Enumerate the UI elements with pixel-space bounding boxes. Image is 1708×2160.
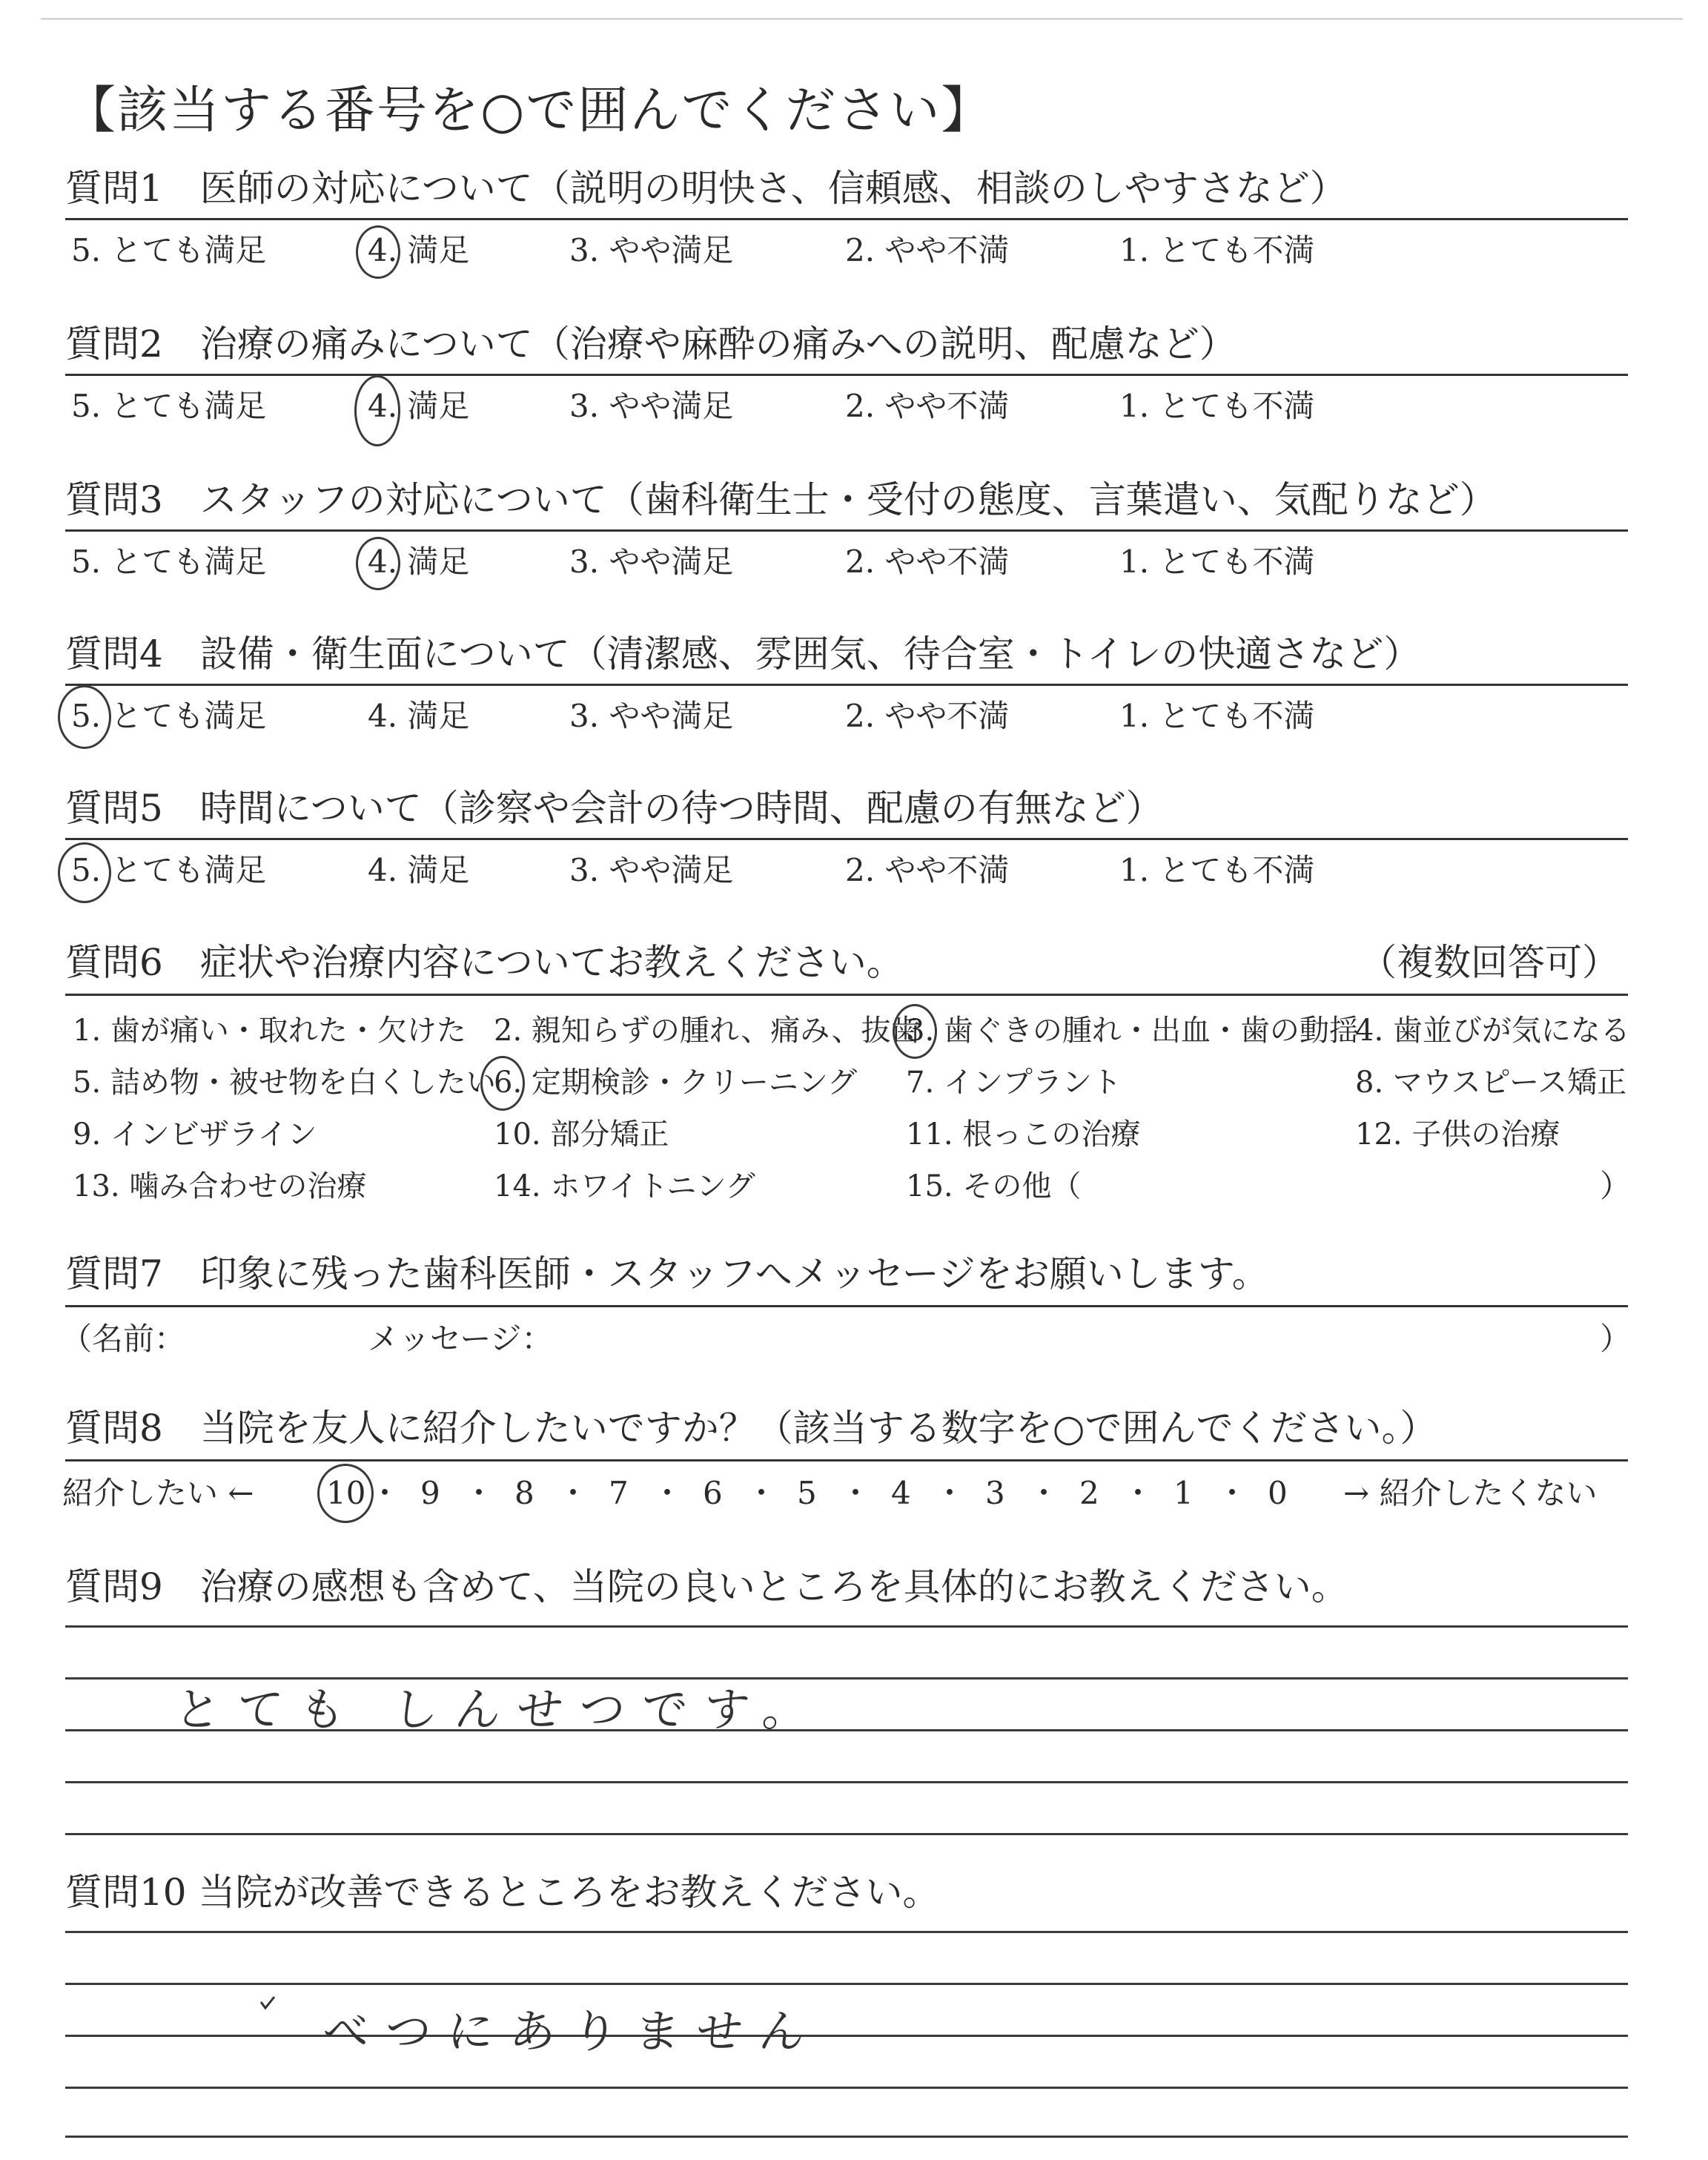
option-2[interactable]: 2. やや不満 bbox=[845, 232, 1010, 268]
scale-separator: ・ bbox=[652, 1475, 683, 1511]
question-4-title: 質問4 設備・衛生面について（清潔感、雰囲気、待合室・トイレの快適さなど） bbox=[65, 633, 1421, 676]
option-4[interactable]: 4. 満足 bbox=[368, 232, 470, 268]
top-border bbox=[41, 18, 1683, 20]
divider bbox=[65, 1305, 1628, 1307]
option-5[interactable]: 5. とても満足 bbox=[71, 852, 267, 888]
scale-value-5[interactable]: 5 bbox=[797, 1475, 817, 1511]
scale-value-1[interactable]: 1 bbox=[1174, 1475, 1194, 1511]
option-4[interactable]: 4. 満足 bbox=[368, 698, 470, 734]
scale-value-2[interactable]: 2 bbox=[1079, 1475, 1099, 1511]
divider bbox=[65, 838, 1628, 840]
option-2[interactable]: 2. やや不満 bbox=[845, 544, 1010, 580]
question-1-title: 質問1 医師の対応について（説明の明快さ、信頼感、相談のしやすさなど） bbox=[65, 167, 1347, 210]
handwritten-answer: とても しんせつです。 bbox=[173, 1682, 827, 1737]
option-7[interactable]: 7. インプラント bbox=[906, 1066, 1122, 1100]
option-9[interactable]: 9. インビザライン bbox=[73, 1117, 317, 1152]
instruction-header: 【該当する番号を○で囲んでください】 bbox=[65, 82, 993, 140]
scale-value-8[interactable]: 8 bbox=[514, 1475, 534, 1511]
other-close-paren: ） bbox=[1600, 1168, 1632, 1204]
scale-separator: ・ bbox=[1122, 1475, 1154, 1511]
recommend-label: 紹介したい ← bbox=[62, 1475, 254, 1511]
scale-separator: ・ bbox=[934, 1475, 966, 1511]
question-8-title: 質問8 当院を友人に紹介したいですか？（該当する数字を○で囲んでください。） bbox=[65, 1407, 1437, 1450]
option-3[interactable]: 3. 歯ぐきの腫れ・出血・歯の動揺 bbox=[906, 1014, 1359, 1048]
option-5[interactable]: 5. とても満足 bbox=[71, 544, 267, 580]
option-3[interactable]: 3. やや満足 bbox=[569, 232, 734, 268]
question-7-title: 質問7 印象に残った歯科医師・スタッフへメッセージをお願いします。 bbox=[65, 1252, 1269, 1295]
writing-line bbox=[65, 1931, 1628, 1933]
divider bbox=[65, 1459, 1628, 1462]
option-10[interactable]: 10. 部分矯正 bbox=[494, 1117, 669, 1152]
name-label: （名前： bbox=[61, 1321, 186, 1357]
writing-line bbox=[65, 2035, 1628, 2037]
not-recommend-label: → 紹介したくない bbox=[1343, 1475, 1598, 1511]
scale-separator: ・ bbox=[840, 1475, 872, 1511]
option-6[interactable]: 6. 定期検診・クリーニング bbox=[494, 1066, 858, 1100]
divider bbox=[65, 684, 1628, 686]
scale-separator: ・ bbox=[463, 1475, 495, 1511]
question-6-title: 質問6 症状や治療内容についてお教えください。 bbox=[65, 941, 904, 984]
scale-value-6[interactable]: 6 bbox=[703, 1475, 723, 1511]
option-4[interactable]: 4. 満足 bbox=[368, 544, 470, 580]
scale-value-4[interactable]: 4 bbox=[891, 1475, 911, 1511]
option-2[interactable]: 2. 親知らずの腫れ、痛み、抜歯 bbox=[494, 1014, 921, 1048]
scale-separator: ・ bbox=[369, 1475, 401, 1511]
writing-line bbox=[65, 2136, 1628, 2138]
option-1[interactable]: 1. とても不満 bbox=[1119, 852, 1315, 888]
divider bbox=[65, 374, 1628, 376]
scale-value-10[interactable]: 10 bbox=[326, 1475, 366, 1511]
option-2[interactable]: 2. やや不満 bbox=[845, 698, 1010, 734]
scale-separator: ・ bbox=[557, 1475, 589, 1511]
scale-value-3[interactable]: 3 bbox=[985, 1475, 1005, 1511]
option-8[interactable]: 8. マウスピース矯正 bbox=[1355, 1066, 1627, 1100]
option-12[interactable]: 12. 子供の治療 bbox=[1355, 1117, 1560, 1152]
divider bbox=[65, 529, 1628, 532]
option-15[interactable]: 15. その他（ bbox=[906, 1169, 1082, 1203]
scale-separator: ・ bbox=[1217, 1475, 1248, 1511]
checkmark-icon bbox=[259, 1995, 276, 2011]
scale-separator: ・ bbox=[1028, 1475, 1060, 1511]
writing-line bbox=[65, 2087, 1628, 2089]
message-label: メッセージ： bbox=[368, 1321, 553, 1357]
option-4[interactable]: 4. 満足 bbox=[368, 388, 470, 424]
divider bbox=[65, 994, 1628, 996]
option-4[interactable]: 4. 満足 bbox=[368, 852, 470, 888]
option-3[interactable]: 3. やや満足 bbox=[569, 544, 734, 580]
option-5[interactable]: 5. とても満足 bbox=[71, 232, 267, 268]
question-9-title: 質問9 治療の感想も含めて、当院の良いところを具体的にお教えください。 bbox=[65, 1565, 1348, 1608]
option-14[interactable]: 14. ホワイトニング bbox=[494, 1169, 755, 1203]
option-3[interactable]: 3. やや満足 bbox=[569, 388, 734, 424]
option-3[interactable]: 3. やや満足 bbox=[569, 852, 734, 888]
writing-line bbox=[65, 1833, 1628, 1835]
scale-separator: ・ bbox=[746, 1475, 778, 1511]
option-5[interactable]: 5. 詰め物・被せ物を白くしたい bbox=[73, 1066, 496, 1100]
option-2[interactable]: 2. やや不満 bbox=[845, 852, 1010, 888]
handwritten-answer: べつにありません bbox=[321, 2004, 824, 2058]
question-3-title: 質問3 スタッフの対応について（歯科衛生士・受付の態度、言葉遣い、気配りなど） bbox=[65, 478, 1497, 521]
option-1[interactable]: 1. 歯が痛い・取れた・欠けた bbox=[73, 1014, 466, 1048]
writing-line bbox=[65, 1983, 1628, 1985]
divider bbox=[65, 218, 1628, 220]
option-1[interactable]: 1. とても不満 bbox=[1119, 544, 1315, 580]
option-1[interactable]: 1. とても不満 bbox=[1119, 232, 1315, 268]
question-6-note: （複数回答可） bbox=[1360, 941, 1619, 984]
option-5[interactable]: 5. とても満足 bbox=[71, 698, 267, 734]
scale-value-0[interactable]: 0 bbox=[1268, 1475, 1288, 1511]
option-2[interactable]: 2. やや不満 bbox=[845, 388, 1010, 424]
question-2-title: 質問2 治療の痛みについて（治療や麻酔の痛みへの説明、配慮など） bbox=[65, 323, 1237, 366]
writing-line bbox=[65, 1781, 1628, 1783]
scale-value-7[interactable]: 7 bbox=[609, 1475, 629, 1511]
option-5[interactable]: 5. とても満足 bbox=[71, 388, 267, 424]
option-13[interactable]: 13. 噛み合わせの治療 bbox=[73, 1169, 367, 1203]
option-11[interactable]: 11. 根っこの治療 bbox=[906, 1117, 1141, 1152]
option-4[interactable]: 4. 歯並びが気になる bbox=[1355, 1014, 1630, 1048]
option-1[interactable]: 1. とても不満 bbox=[1119, 388, 1315, 424]
question-10-title: 質問10 当院が改善できるところをお教えください。 bbox=[65, 1871, 940, 1914]
scale-value-9[interactable]: 9 bbox=[420, 1475, 440, 1511]
close-paren: ） bbox=[1600, 1321, 1632, 1357]
writing-line bbox=[65, 1625, 1628, 1628]
question-5-title: 質問5 時間について（診察や会計の待つ時間、配慮の有無など） bbox=[65, 787, 1163, 830]
option-1[interactable]: 1. とても不満 bbox=[1119, 698, 1315, 734]
option-3[interactable]: 3. やや満足 bbox=[569, 698, 734, 734]
